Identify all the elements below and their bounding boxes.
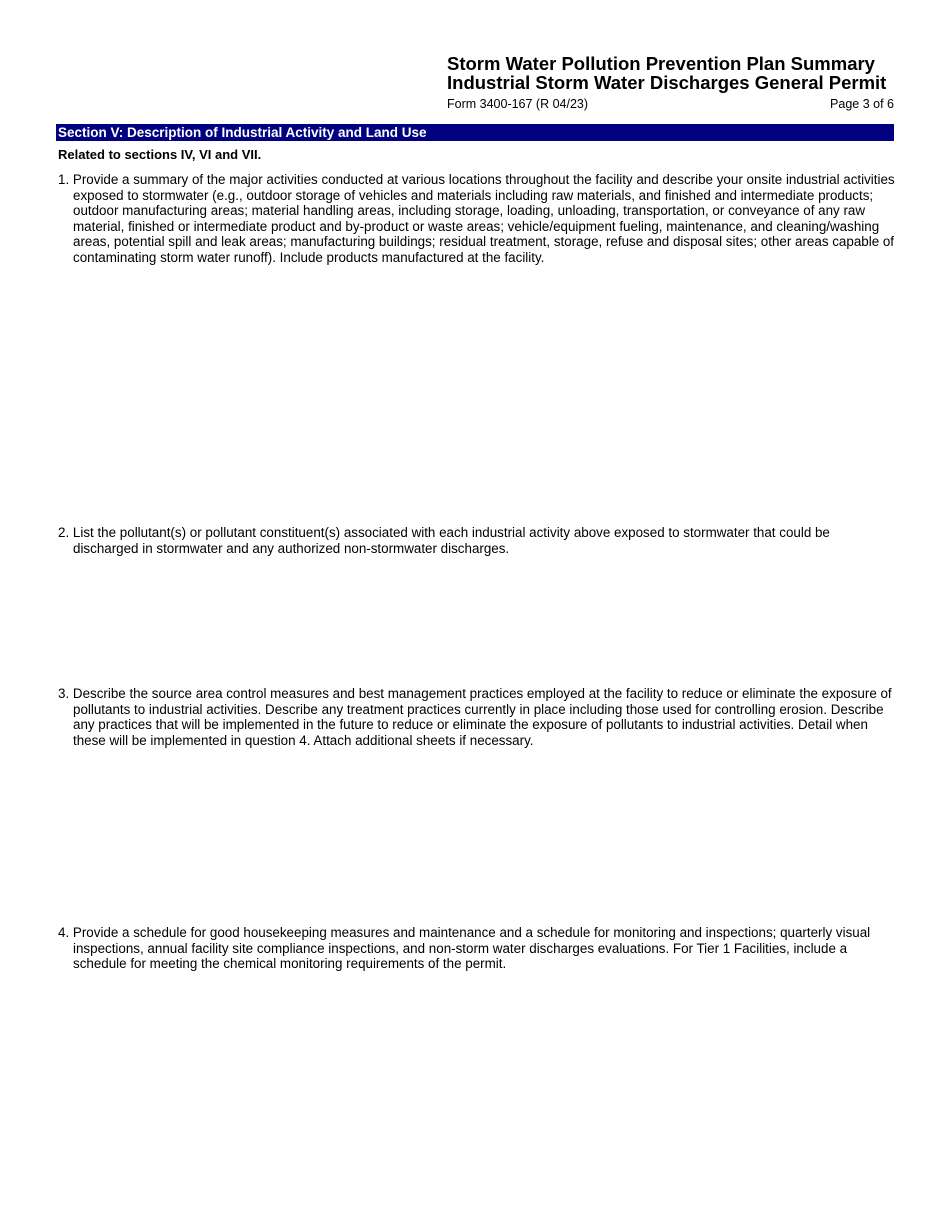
question-2-number: 2. [58, 525, 70, 540]
form-title-line-1: Storm Water Pollution Prevention Plan Summary [447, 53, 875, 74]
question-1-answer-field[interactable] [58, 270, 894, 520]
form-title-line-2: Industrial Storm Water Discharges General Permit [447, 72, 887, 93]
section-title-bar: Section V: Description of Industrial Activity and Land Use [56, 124, 894, 141]
question-3-number: 3. [58, 686, 70, 701]
question-2 [58, 525, 898, 556]
question-2-text: List the pollutant(s) or pollutant constituent(s) associated with each industrial activity above exposed to stormwater that could be discharged in stormwater and any authorized non-stormwater discharges. [72, 525, 830, 556]
question-4-number: 4. [58, 925, 70, 940]
question-1-text: Provide a summary of the major activities conducted at various locations throughout the facility and describe your onsite industrial activities exposed to stormwater (e.g., outdoor storage of vehicles and materials including raw materials, and finished and intermediate products; outdoor manufacturing areas; material handling areas, including storage, loading, unloading, transportation, or conveyance of any raw material, finished or intermediate product and by-product or waste areas; vehicle/equipment fueling, maintenance, and cleaning/washing areas, potential spill and leak areas; manufacturing buildings; residual treatment, storage, refuse and disposal sites; other areas capable of contaminating storm water runoff). Include products manufactured at the facility. [72, 172, 895, 265]
page-number: Page 3 of 6 [830, 97, 894, 111]
form-meta [447, 97, 894, 111]
question-3 [58, 686, 898, 748]
question-3-answer-field[interactable] [58, 752, 894, 917]
question-3-text: Describe the source area control measures and best management practices employed at the facility to reduce or eliminate the exposure of pollutants to industrial activities. Describe any treatment practices currently in place including those used for controlling erosion. Describe any practices that will be implemented in the future to reduce or eliminate the exposure of pollutants to industrial activities. Detail when these will be implemented in question 4. Attach additional sheets if necessary. [72, 686, 892, 748]
question-4-text: Provide a schedule for good housekeeping measures and maintenance and a schedule for monitoring and inspections; quarterly visual inspections, annual facility site compliance inspections, and non-storm water discharges evaluations. For Tier 1 Facilities, include a schedule for meeting the chemical monitoring requirements of the permit. [72, 925, 871, 972]
question-1-number: 1. [58, 172, 70, 187]
question-4-answer-field[interactable] [58, 976, 894, 1196]
related-sections-note: Related to sections IV, VI and VII. [58, 147, 262, 162]
form-header [447, 54, 894, 111]
question-1 [58, 172, 898, 266]
question-4 [58, 925, 898, 972]
form-number: Form 3400-167 (R 04/23) [447, 97, 589, 111]
question-2-answer-field[interactable] [58, 560, 894, 680]
